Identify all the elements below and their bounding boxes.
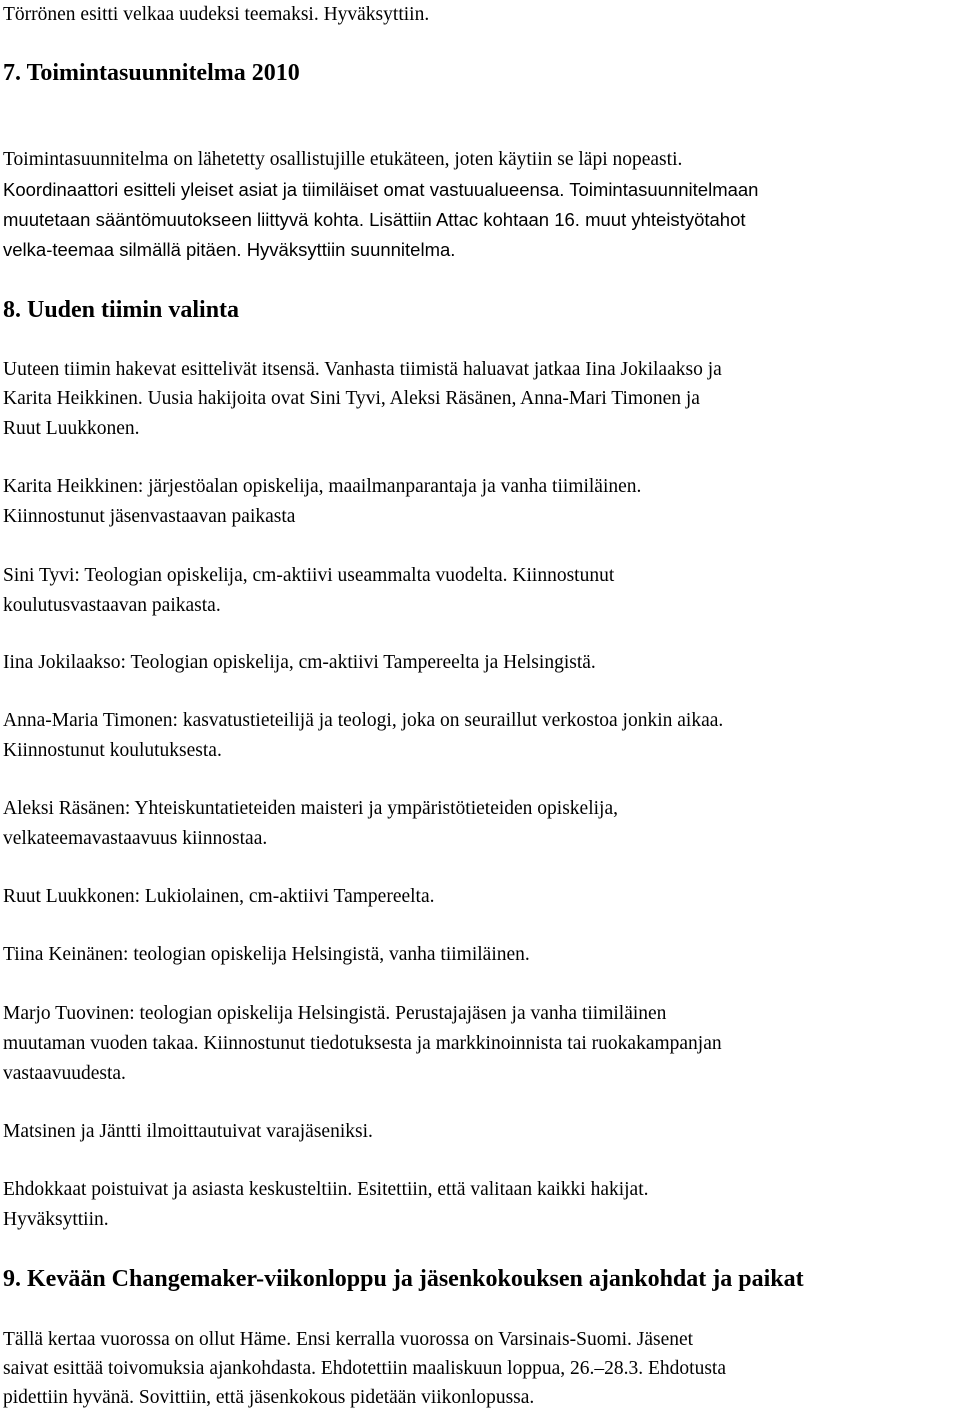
section-8-intro-line-2: Karita Heikkinen. Uusia hakijoita ovat Sini Tyvi, Aleksi Räsänen, Anna-Mari Timonen ja bbox=[3, 388, 700, 409]
candidate-marjo-line-1: Marjo Tuovinen: teologian opiskelija Helsingistä. Perustajajäsen ja vanha tiimiläinen bbox=[3, 1003, 667, 1024]
alternate-members-note: Matsinen ja Jäntti ilmoittautuivat varajäseniksi. bbox=[3, 1121, 373, 1142]
candidate-ruut: Ruut Luukkonen: Lukiolainen, cm-aktiivi Tampereelta. bbox=[3, 886, 435, 907]
candidate-tiina: Tiina Keinänen: teologian opiskelija Helsingistä, vanha tiimiläinen. bbox=[3, 944, 530, 965]
section-7-heading: 7. Toimintasuunnitelma 2010 bbox=[3, 60, 300, 86]
candidate-aleksi-line-2: velkateemavastaavuus kiinnostaa. bbox=[3, 828, 268, 849]
candidate-anna-line-1: Anna-Maria Timonen: kasvatustieteilijä ja teologi, joka on seuraillut verkostoa jonkin aikaa. bbox=[3, 710, 724, 731]
decision-line-2: Hyväksyttiin. bbox=[3, 1209, 109, 1230]
section-9-heading: 9. Kevään Changemaker-viikonloppu ja jäsenkokouksen ajankohdat ja paikat bbox=[3, 1266, 804, 1292]
intro-paragraph: Törrönen esitti velkaa uudeksi teemaksi. Hyväksyttiin. bbox=[3, 4, 430, 25]
section-9-line-2: saivat esittää toivomuksia ajankohdasta. Ehdotettiin maaliskuun loppua, 26.–28.3. Ehdotusta bbox=[3, 1358, 726, 1379]
candidate-sini-line-2: koulutusvastaavan paikasta. bbox=[3, 595, 221, 616]
candidate-marjo-line-3: vastaavuudesta. bbox=[3, 1063, 126, 1084]
section-8-intro-line-1: Uuteen tiimin hakevat esittelivät itsensä. Vanhasta tiimistä haluavat jatkaa Iina Jokilaakso ja bbox=[3, 359, 722, 380]
candidate-anna-line-2: Kiinnostunut koulutuksesta. bbox=[3, 740, 222, 761]
section-8-heading: 8. Uuden tiimin valinta bbox=[3, 297, 240, 323]
candidate-marjo-line-2: muutaman vuoden takaa. Kiinnostunut tiedotuksesta ja markkinoinnista tai ruokakampanjan bbox=[3, 1033, 722, 1054]
candidate-karita-line-1: Karita Heikkinen: järjestöalan opiskelija, maailmanparantaja ja vanha tiimiläinen. bbox=[3, 476, 642, 497]
decision-line-1: Ehdokkaat poistuivat ja asiasta keskusteltiin. Esitettiin, että valitaan kaikki hakijat. bbox=[3, 1179, 649, 1200]
candidate-karita-line-2: Kiinnostunut jäsenvastaavan paikasta bbox=[3, 506, 296, 527]
section-7-line-1: Toimintasuunnitelma on lähetetty osallistujille etukäteen, joten käytiin se läpi nopeasti. bbox=[3, 149, 683, 170]
candidate-sini-line-1: Sini Tyvi: Teologian opiskelija, cm-aktiivi useammalta vuodelta. Kiinnostunut bbox=[3, 565, 615, 586]
candidate-iina: Iina Jokilaakso: Teologian opiskelija, cm-aktiivi Tampereelta ja Helsingistä. bbox=[3, 652, 596, 673]
section-9-line-3: pidettiin hyvänä. Sovittiin, että jäsenkokous pidetään viikonlopussa. bbox=[3, 1387, 535, 1408]
section-7-line-2: Koordinaattori esitteli yleiset asiat ja tiimiläiset omat vastuualueensa. Toimintasuunnitelmaan bbox=[3, 179, 759, 200]
candidate-aleksi-line-1: Aleksi Räsänen: Yhteiskuntatieteiden maisteri ja ympäristötieteiden opiskelija, bbox=[3, 798, 618, 819]
section-9-line-1: Tällä kertaa vuorossa on ollut Häme. Ensi kerralla vuorossa on Varsinais-Suomi. Jäsenet bbox=[3, 1329, 694, 1350]
section-7-line-3: muutetaan sääntömuutokseen liittyvä kohta. Lisättiin Attac kohtaan 16. muut yhteistyötahot bbox=[3, 209, 746, 230]
section-8-intro-line-3: Ruut Luukkonen. bbox=[3, 418, 140, 439]
section-7-line-4: velka-teemaa silmällä pitäen. Hyväksyttiin suunnitelma. bbox=[3, 239, 456, 260]
